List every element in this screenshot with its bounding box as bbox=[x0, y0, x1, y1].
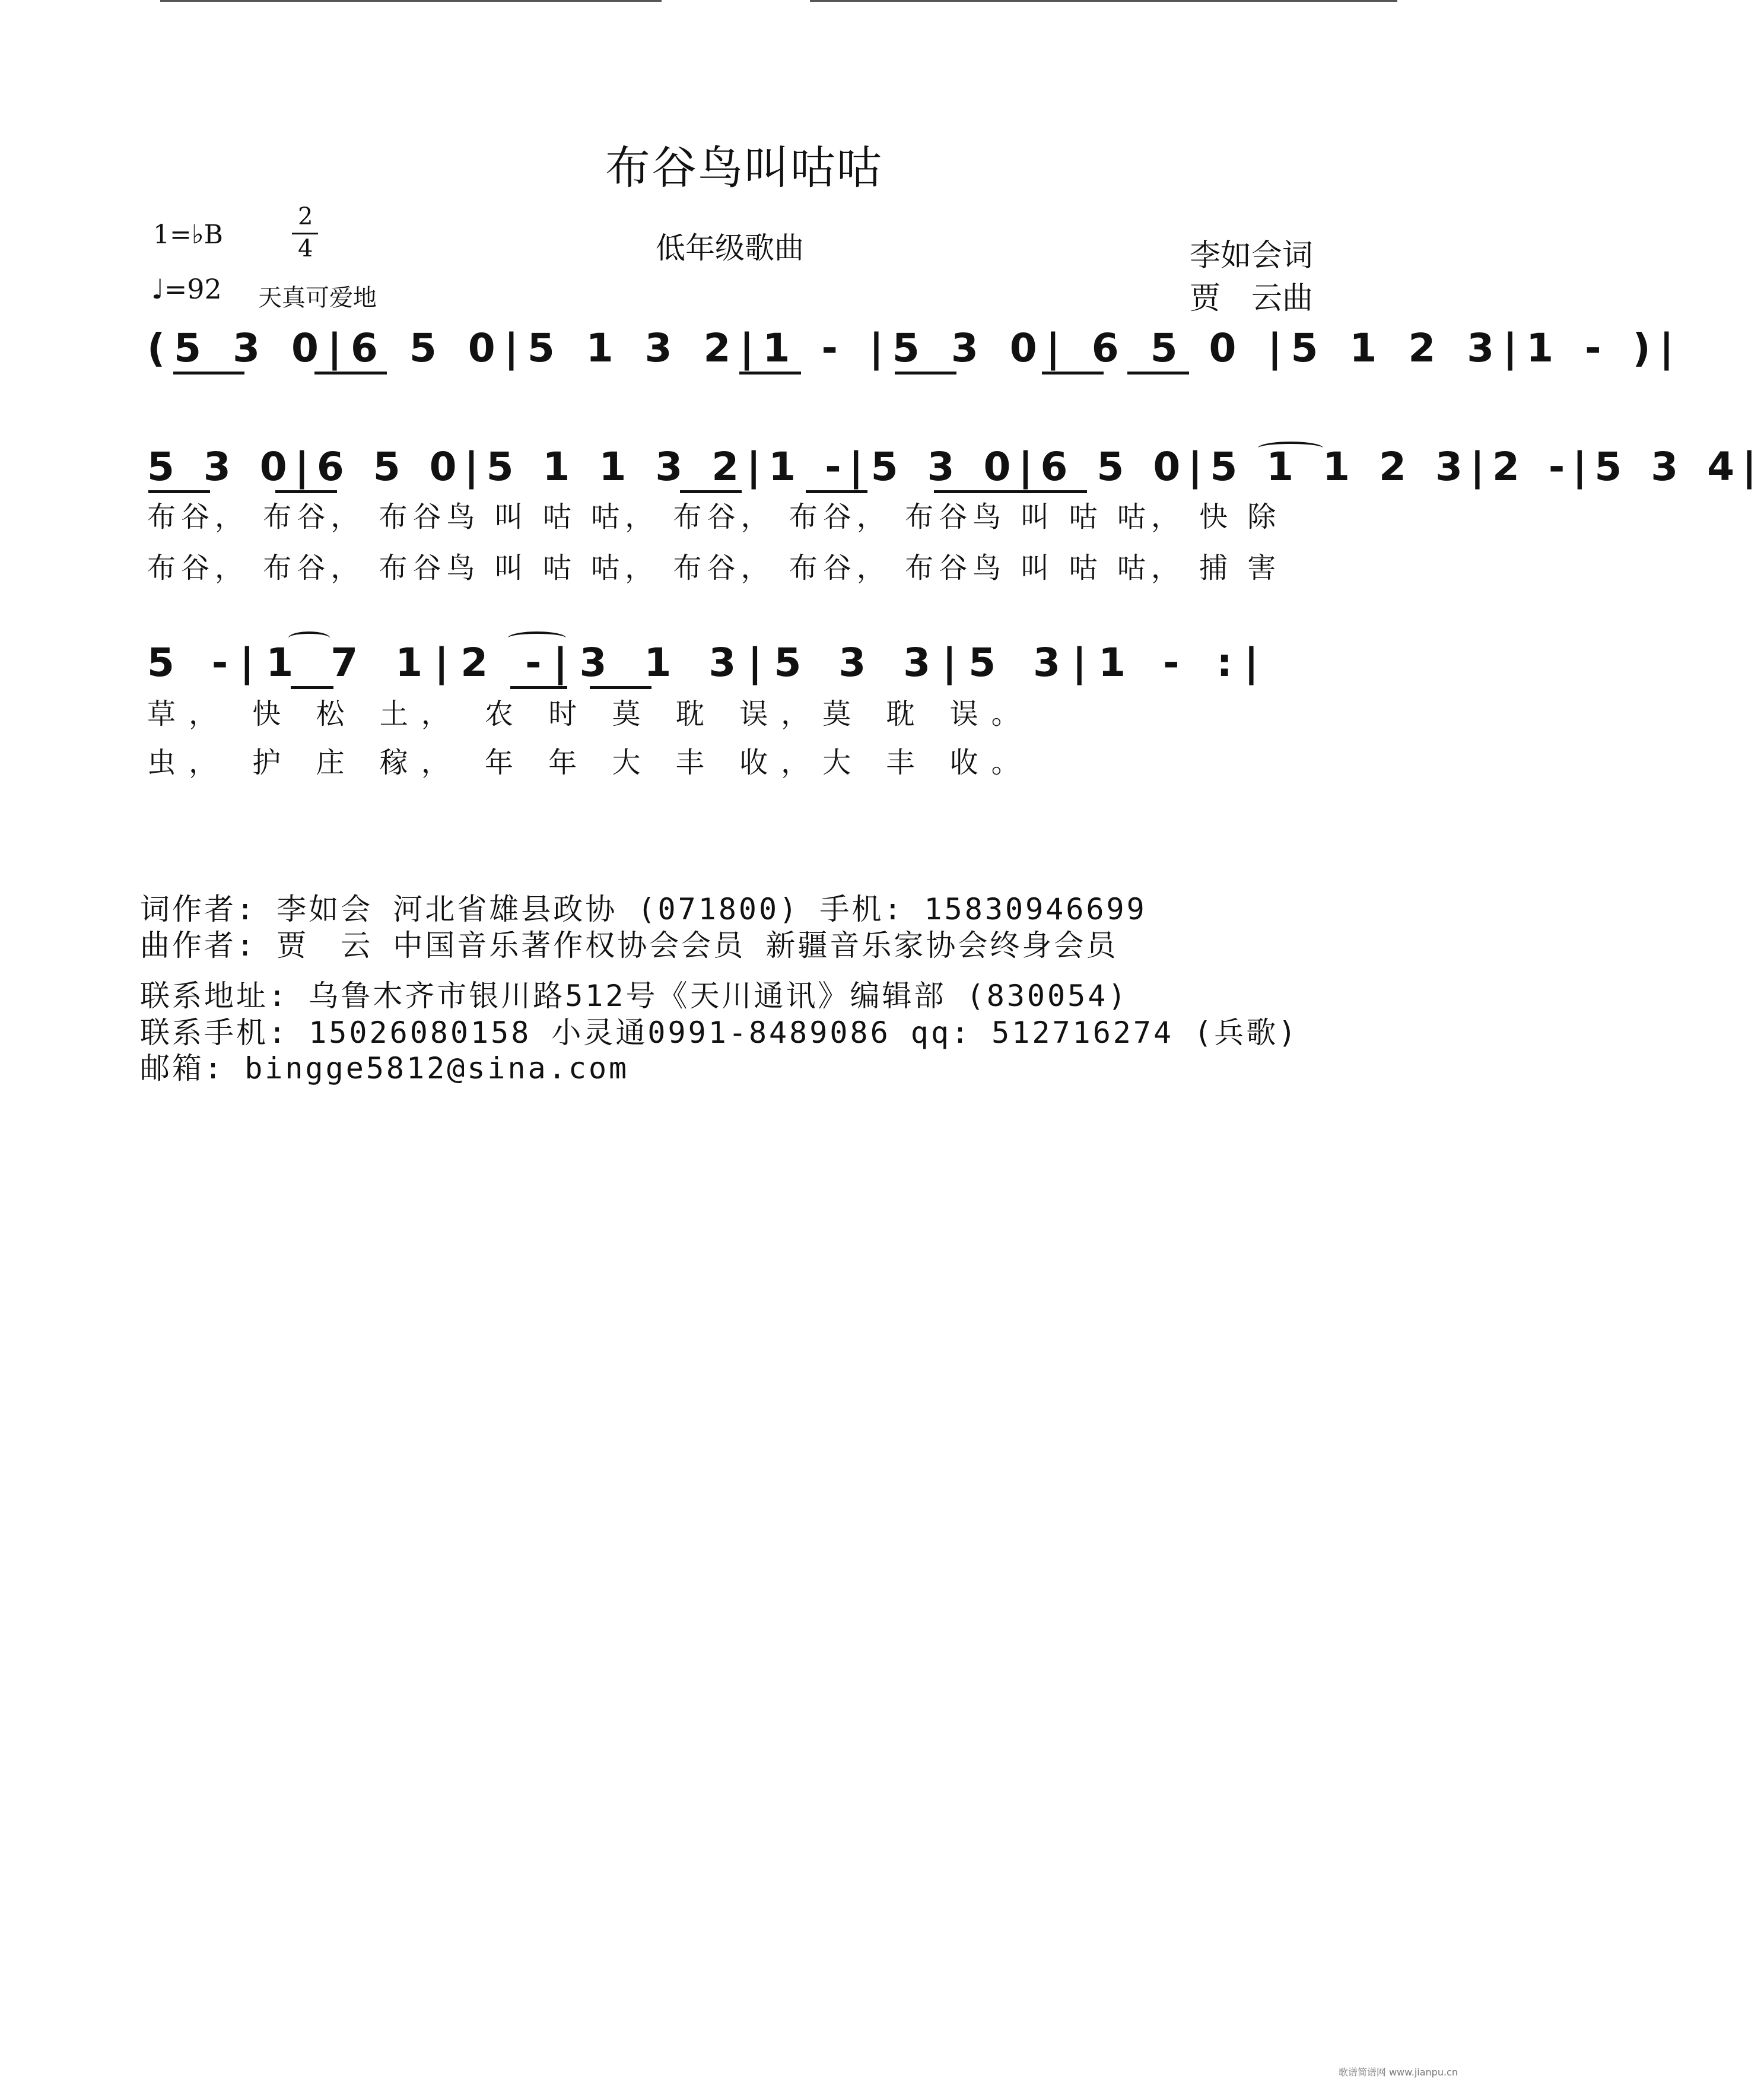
beam-line1-e bbox=[1042, 372, 1104, 374]
top-border-right bbox=[810, 0, 1397, 2]
beam-line2-b bbox=[275, 490, 337, 493]
score-line-2: 5 3 0|6 5 0|5 1 1 3 2|1 -|5 3 0|6 5 0|5 1 1 2 3|2 -|5 3 4| bbox=[147, 444, 1764, 490]
time-signature-denominator: 4 bbox=[298, 235, 313, 262]
beam-line2-e bbox=[934, 490, 1087, 493]
beam-line1-f bbox=[1127, 372, 1189, 374]
info-email-line: 邮箱: bingge5812@sina.com bbox=[140, 1051, 630, 1086]
lyrics-verse-1-line-2: 草， 快 松 土， 农 时 莫 耽 误，莫 耽 误。 bbox=[147, 697, 1033, 731]
time-signature-numerator: 2 bbox=[298, 203, 313, 230]
beam-line2-d bbox=[806, 490, 867, 493]
beam-line1-c bbox=[739, 372, 801, 374]
beam-line3-c bbox=[590, 686, 651, 689]
composer-credit: 贾 云曲 bbox=[1190, 281, 1314, 316]
lyricist-credit: 李如会词 bbox=[1190, 238, 1314, 274]
beam-line1-b bbox=[314, 372, 387, 374]
beam-line2-a bbox=[148, 490, 210, 493]
expression-marking: 天真可爱地 bbox=[258, 284, 377, 312]
tie-line2 bbox=[1258, 442, 1323, 455]
info-lyricist-line: 词作者: 李如会 河北省雄县政协 (071800) 手机: 15830946699 bbox=[140, 892, 1147, 926]
beam-line2-c bbox=[680, 490, 742, 493]
beam-line3-a bbox=[291, 686, 333, 689]
beam-line1-d bbox=[895, 372, 956, 374]
beam-line1-a bbox=[173, 372, 244, 374]
lyrics-verse-2-line-2: 虫， 护 庄 稼， 年 年 大 丰 收，大 丰 收。 bbox=[147, 746, 1033, 779]
time-signature-line bbox=[292, 233, 318, 234]
song-title: 布谷鸟叫咕咕 bbox=[605, 141, 883, 194]
key-signature: 1=♭B bbox=[153, 220, 223, 250]
tie-line3-b bbox=[508, 631, 566, 645]
score-line-1: (5 3 0|6 5 0|5 1 3 2|1 - |5 3 0| 6 5 0 |5 1 2 3|1 - )| bbox=[147, 325, 1683, 371]
info-phone-line: 联系手机: 15026080158 小灵通0991-8489086 qq: 512716274 (兵歌) bbox=[140, 1015, 1299, 1050]
lyrics-verse-1-line-1: 布谷， 布谷， 布谷鸟 叫 咕 咕， 布谷， 布谷， 布谷鸟 叫 咕 咕， 快 除 bbox=[147, 500, 1282, 534]
top-border-left bbox=[160, 0, 662, 2]
lyrics-verse-2-line-1: 布谷， 布谷， 布谷鸟 叫 咕 咕， 布谷， 布谷， 布谷鸟 叫 咕 咕， 捕 害 bbox=[147, 551, 1282, 585]
info-composer-line: 曲作者: 贾 云 中国音乐著作权协会会员 新疆音乐家协会终身会员 bbox=[140, 928, 1118, 963]
tempo-marking: ♩=92 bbox=[151, 273, 222, 305]
watermark: 歌谱简谱网 www.jianpu.cn bbox=[1338, 2067, 1458, 2078]
subtitle: 低年级歌曲 bbox=[656, 231, 804, 265]
score-line-3: 5 -|1 7 1|2 -|3 1 3|5 3 3|5 3|1 - :| bbox=[147, 640, 1270, 685]
tie-line3-a bbox=[288, 631, 330, 645]
info-address-line: 联系地址: 乌鲁木齐市银川路512号《天川通讯》编辑部 (830054) bbox=[140, 979, 1129, 1013]
beam-line3-b bbox=[510, 686, 567, 689]
